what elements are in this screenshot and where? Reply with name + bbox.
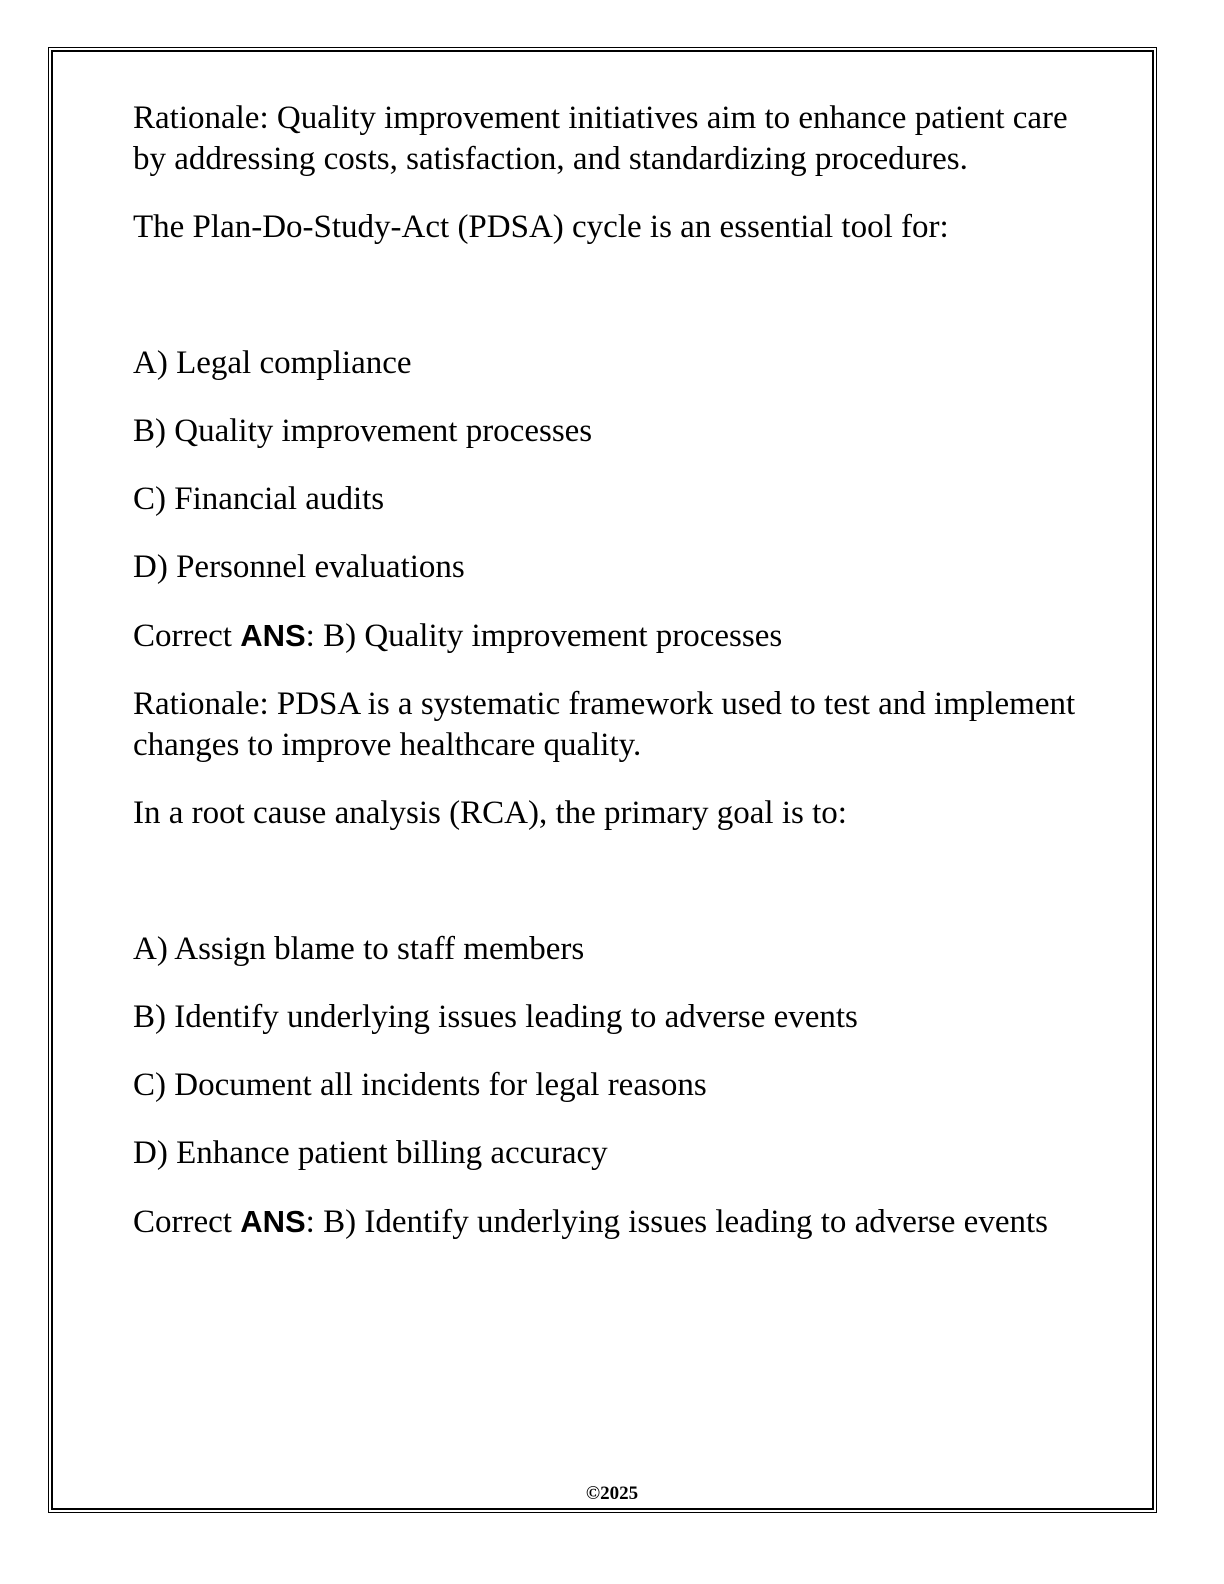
correct-answer-prefix: Correct [133, 618, 241, 654]
correct-answer-prefix: Correct [133, 1204, 241, 1240]
correct-answer [133, 1201, 1093, 1243]
option-c: C) Document all incidents for legal reasons [133, 1067, 707, 1103]
option-a: A) Assign blame to staff members [133, 931, 585, 967]
correct-answer [133, 615, 1093, 657]
option-c: C) Financial audits [133, 481, 385, 517]
correct-answer-text: : B) Identify underlying issues leading to adverse events [305, 1204, 1048, 1240]
ans-label: ANS [240, 1204, 306, 1239]
rationale-paragraph: Rationale: PDSA is a systematic framework used to test and implement changes to improve healthcare quality. [133, 686, 1076, 763]
question-text: The Plan-Do-Study-Act (PDSA) cycle is an essential tool for: [133, 209, 949, 245]
option-d: D) Enhance patient billing accuracy [133, 1135, 608, 1171]
ans-label: ANS [240, 618, 306, 653]
option-d: D) Personnel evaluations [133, 549, 465, 585]
rationale-paragraph: Rationale: Quality improvement initiatives aim to enhance patient care by addressing costs, satisfaction, and standardizing procedures. [133, 100, 1068, 177]
option-b: B) Identify underlying issues leading to adverse events [133, 999, 858, 1035]
correct-answer-text: : B) Quality improvement processes [305, 618, 783, 654]
copyright-footer: ©2025 [585, 1483, 639, 1504]
question-text: In a root cause analysis (RCA), the primary goal is to: [133, 795, 847, 831]
page-content [133, 98, 1093, 1243]
option-a: A) Legal compliance [133, 345, 412, 381]
option-b: B) Quality improvement processes [133, 413, 593, 449]
